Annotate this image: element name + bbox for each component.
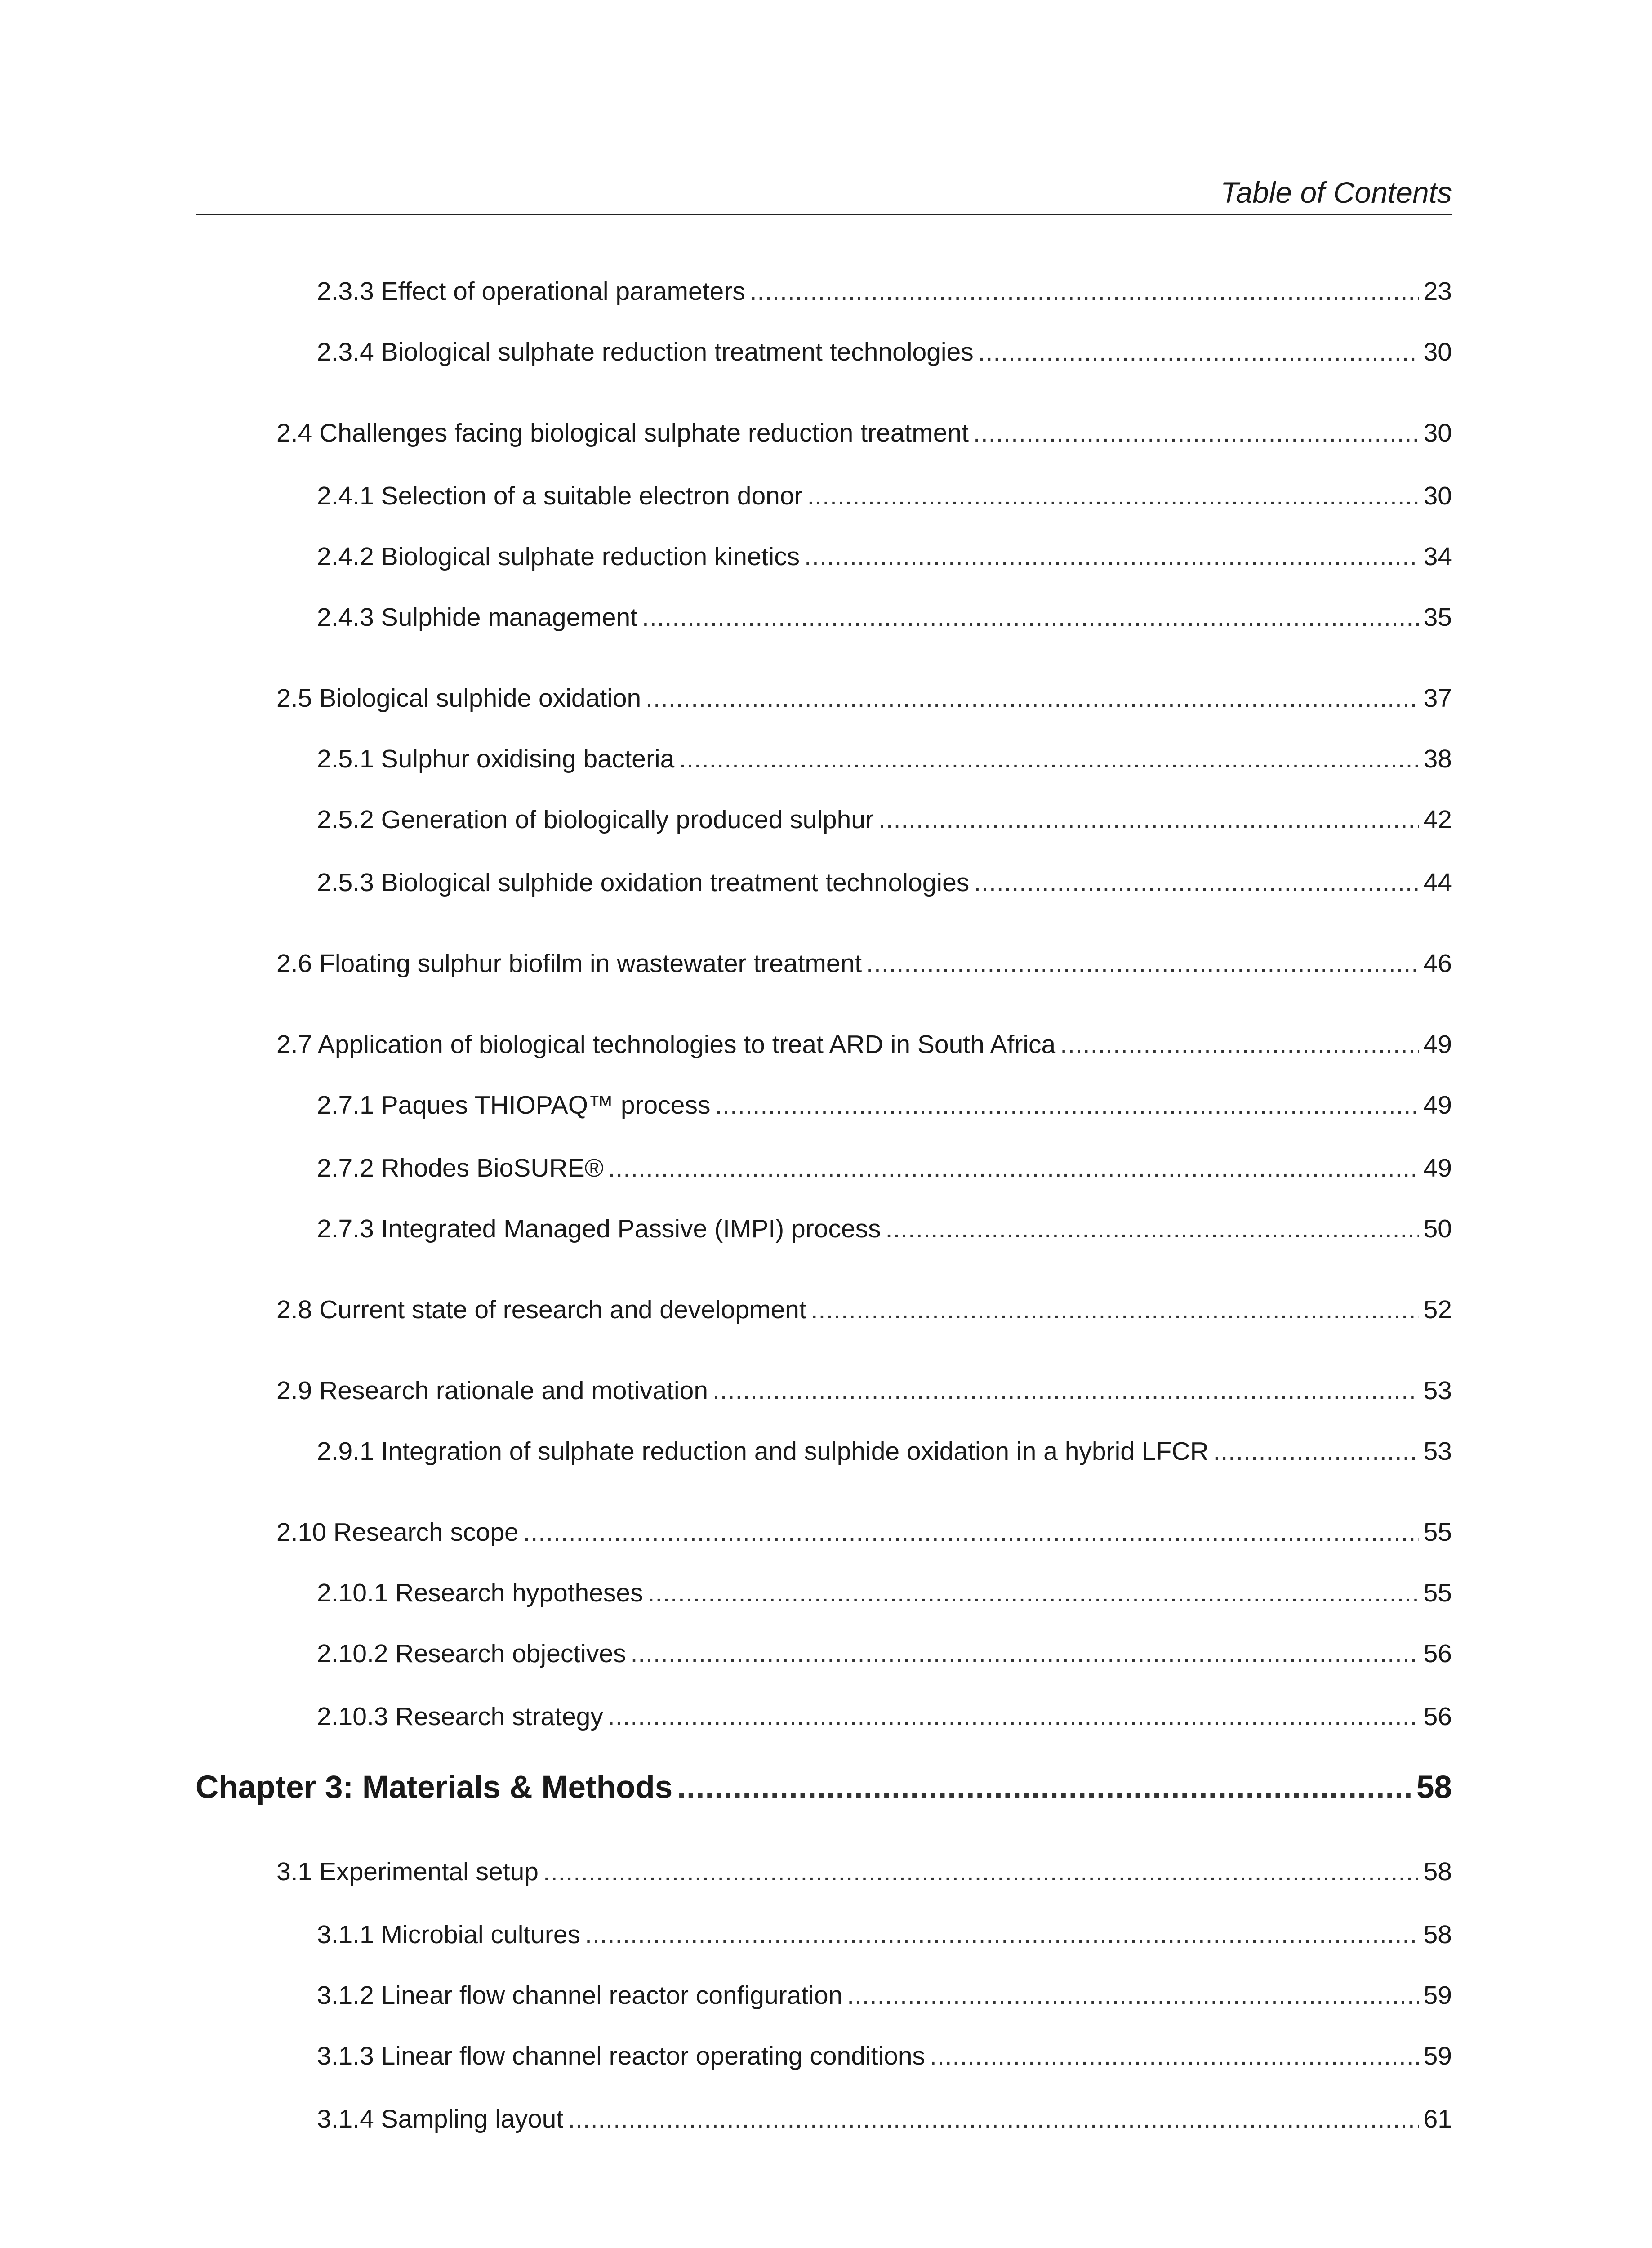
toc-leader-dots [1213,1436,1419,1466]
toc-entry-page: 30 [1423,419,1452,447]
toc-entry[interactable] [276,683,1452,713]
toc-entry-page: 53 [1423,1437,1452,1466]
toc-entry[interactable] [317,1153,1452,1183]
toc-entry-title: 2.9.1 Integration of sulphate reduction and sulphide oxidation in a hybrid LFCR [317,1437,1209,1466]
toc-entry-page: 59 [1423,2042,1452,2070]
toc-leader-dots [804,542,1419,571]
toc-entry-page: 56 [1423,1702,1452,1731]
toc-entry-page: 46 [1423,949,1452,978]
toc-entry[interactable] [317,602,1452,632]
toc-entry-page: 49 [1423,1091,1452,1120]
toc-entry-page: 23 [1423,277,1452,306]
toc-leader-dots [543,1857,1419,1887]
toc-entry-title: 2.3.3 Effect of operational parameters [317,277,745,306]
toc-chapter-title: Chapter 3: Materials & Methods [196,1770,673,1805]
toc-entry-title: 2.6 Floating sulphur biofilm in wastewater treatment [276,949,862,978]
header-rule [196,214,1452,215]
toc-entry-page: 61 [1423,2105,1452,2133]
toc-leader-dots [866,949,1419,978]
toc-entry[interactable] [317,542,1452,571]
toc-entry-title: 3.1.3 Linear flow channel reactor operating conditions [317,2042,926,2070]
toc-entry-page: 58 [1423,1920,1452,1949]
toc-entry[interactable] [317,481,1452,511]
toc-entry-page: 30 [1423,338,1452,366]
toc-leader-dots [974,868,1419,897]
toc-chapter-page: 58 [1416,1770,1452,1805]
toc-entry-page: 56 [1423,1639,1452,1668]
toc-leader-dots [608,1702,1419,1731]
toc-entry[interactable] [317,1702,1452,1731]
toc-entry-title: 2.10.3 Research strategy [317,1702,603,1731]
toc-entry-page: 59 [1423,1981,1452,2010]
toc-entry-title: 2.3.4 Biological sulphate reduction treatment technologies [317,338,974,366]
toc-entry-title: 2.5.3 Biological sulphide oxidation treatment technologies [317,868,970,897]
toc-entry-title: 2.10.1 Research hypotheses [317,1579,643,1607]
toc-entry[interactable] [317,744,1452,774]
toc-entry-page: 30 [1423,482,1452,510]
toc-leader-dots [930,2041,1419,2071]
toc-leader-dots [1060,1030,1419,1059]
toc-entry[interactable] [317,1980,1452,2010]
toc-entry-page: 55 [1423,1518,1452,1547]
toc-entry[interactable] [276,1030,1452,1059]
toc-entry[interactable] [276,1517,1452,1547]
toc-entry-page: 34 [1423,542,1452,571]
toc-entry-page: 58 [1423,1857,1452,1886]
toc-entry-page: 35 [1423,603,1452,632]
toc-leader-dots [715,1090,1419,1120]
toc-entry-page: 49 [1423,1154,1452,1182]
toc-entry[interactable] [276,1295,1452,1325]
toc-entry-page: 38 [1423,745,1452,773]
toc-entry-title: 2.5 Biological sulphide oxidation [276,684,641,713]
toc-entry-page: 52 [1423,1295,1452,1324]
toc-entry-title: 2.7 Application of biological technologies to treat ARD in South Africa [276,1030,1056,1059]
toc-entry-title: 2.4.3 Sulphide management [317,603,638,632]
toc-entry-page: 55 [1423,1579,1452,1607]
toc-leader-dots [646,683,1419,713]
toc-leader-dots [973,418,1419,448]
toc-entry-page: 50 [1423,1214,1452,1243]
toc-leader-dots [677,1769,1412,1806]
toc-leader-dots [750,277,1419,306]
toc-entry-title: 2.9 Research rationale and motivation [276,1376,708,1405]
toc-entry[interactable] [317,337,1452,367]
toc-leader-dots [631,1639,1419,1668]
toc-leader-dots [807,481,1419,511]
toc-entry-page: 44 [1423,868,1452,897]
toc-entry[interactable] [317,1639,1452,1668]
toc-entry-title: 2.7.3 Integrated Managed Passive (IMPI) process [317,1214,881,1243]
toc-entry[interactable] [317,805,1452,834]
toc-entry[interactable] [276,1857,1452,1887]
toc-entry[interactable] [317,1920,1452,1949]
toc-entry-title: 3.1 Experimental setup [276,1857,539,1886]
toc-leader-dots [712,1376,1419,1405]
toc-leader-dots [811,1295,1419,1325]
toc-entry-page: 53 [1423,1376,1452,1405]
toc-entry-page: 37 [1423,684,1452,713]
toc-entry-title: 2.5.1 Sulphur oxidising bacteria [317,745,675,773]
toc-entry[interactable] [317,2104,1452,2134]
toc-entry[interactable] [276,1376,1452,1405]
toc-entry[interactable] [317,1436,1452,1466]
toc-entry-title: 2.10.2 Research objectives [317,1639,626,1668]
toc-leader-dots [679,744,1419,774]
toc-leader-dots [978,337,1419,367]
toc-entry-title: 3.1.1 Microbial cultures [317,1920,581,1949]
toc-leader-dots [648,1578,1419,1608]
toc-entry-title: 3.1.2 Linear flow channel reactor configuration [317,1981,843,2010]
toc-entry-title: 2.4.1 Selection of a suitable electron donor [317,482,803,510]
toc-entry-title: 2.4 Challenges facing biological sulphate reduction treatment [276,419,969,447]
toc-leader-dots [608,1153,1419,1183]
toc-entry[interactable] [317,868,1452,897]
toc-leader-dots [642,602,1419,632]
toc-leader-dots [847,1980,1419,2010]
toc-entry-title: 2.5.2 Generation of biologically produced sulphur [317,805,874,834]
toc-entry-page: 49 [1423,1030,1452,1059]
toc-leader-dots [585,1920,1419,1949]
toc-leader-dots [523,1517,1419,1547]
toc-entry[interactable] [276,949,1452,978]
toc-entry[interactable] [317,2041,1452,2071]
toc-entry-title: 2.7.2 Rhodes BioSURE® [317,1154,604,1182]
toc-entry[interactable] [317,277,1452,306]
toc-entry-title: 2.10 Research scope [276,1518,519,1547]
toc-entry-page: 42 [1423,805,1452,834]
toc-entry-title: 3.1.4 Sampling layout [317,2105,564,2133]
toc-entry[interactable] [317,1214,1452,1244]
toc-entry[interactable] [317,1578,1452,1608]
toc-leader-dots [878,805,1419,834]
toc-entry-title: 2.4.2 Biological sulphate reduction kinetics [317,542,800,571]
toc-entry[interactable] [317,1090,1452,1120]
toc-leader-dots [886,1214,1419,1244]
toc-chapter-entry[interactable] [196,1769,1452,1806]
toc-entry[interactable] [276,418,1452,448]
page-header-title: Table of Contents [1220,176,1452,209]
toc-entry-title: 2.7.1 Paques THIOPAQ™ process [317,1091,711,1120]
toc-leader-dots [568,2104,1419,2134]
toc-entry-title: 2.8 Current state of research and development [276,1295,806,1324]
